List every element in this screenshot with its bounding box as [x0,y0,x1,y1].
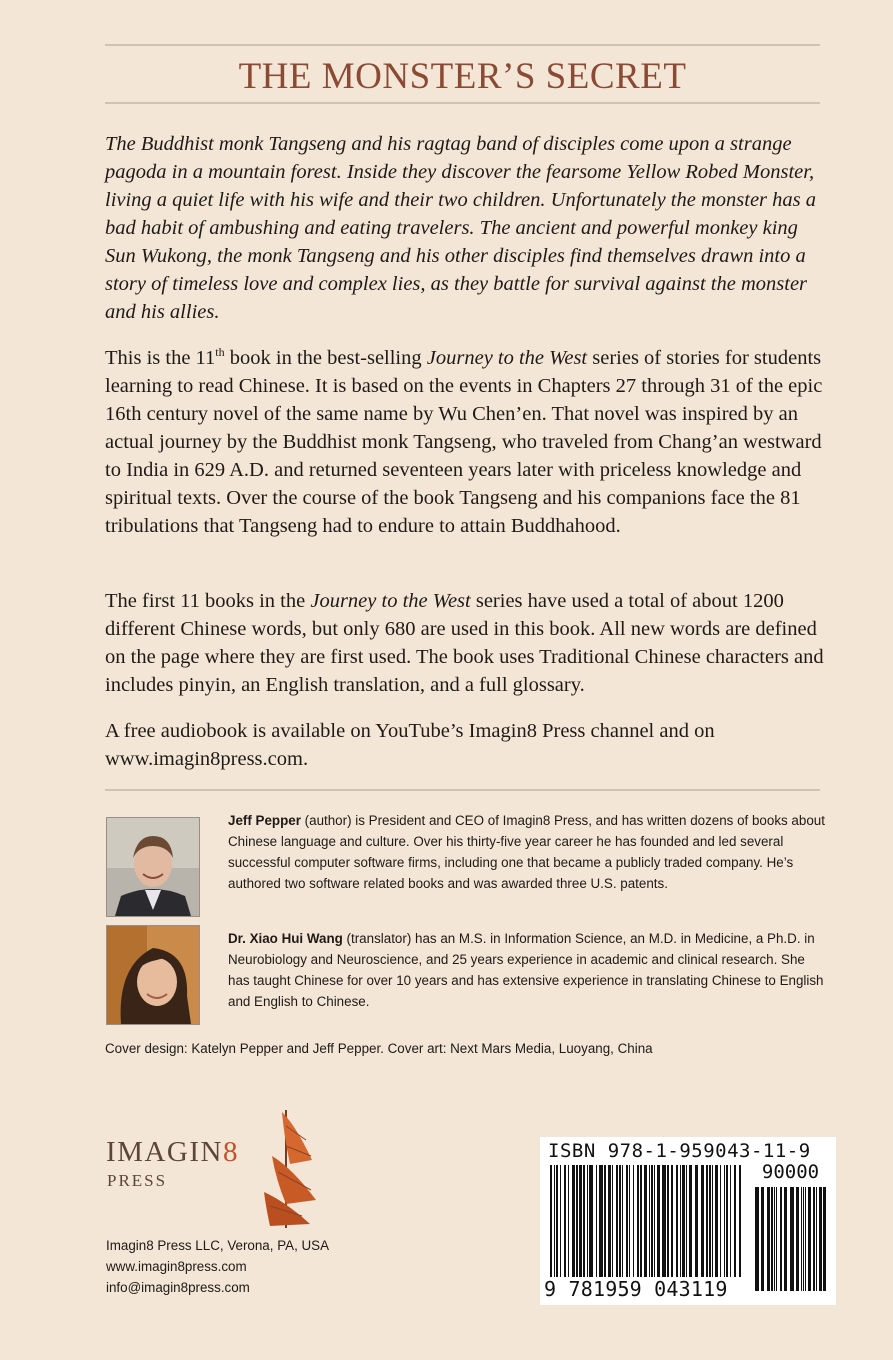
barcode-bar [654,1165,655,1277]
isbn-label: ISBN 978-1-959043-11-9 [548,1140,811,1162]
p2-text-c: series of stories for students learning to read Chinese. It is based on the events in Chapters 27 through 31 of the epic 16th century novel of the same name by Wu Chen’en. That novel was inspired by an actual journey by the Buddhist monk Tangseng, who traveled from Chang’an westward to India in 629 A.D. and returned seventeen years later with priceless knowledge and spiritual texts. Over the course of the book Tangseng and his companions face the 81 tribulations that Tangseng had to endure to attain Buddhahood. [105,347,823,537]
barcode-bar [816,1187,817,1291]
title-rule [105,102,820,104]
barcode-bar [629,1165,630,1277]
barcode-bar [649,1165,650,1277]
barcode-bar [587,1165,588,1277]
p3-series-title: Journey to the West [310,590,471,612]
barcode-bar [682,1165,685,1277]
p2-text-b: book in the best-selling [224,347,427,369]
logo-word: IMAGIN [106,1136,223,1168]
barcode-bar [640,1165,642,1277]
p2-superscript: th [215,345,225,360]
author-photo [106,817,200,917]
author-name: Jeff Pepper [228,813,301,828]
barcode-bar [612,1165,613,1277]
isbn-barcode [540,1137,836,1305]
barcode-bar [626,1165,628,1277]
barcode-bar [709,1165,711,1277]
barcode-bar [568,1165,569,1277]
barcode-bar [619,1165,621,1277]
barcode-bar [805,1187,806,1291]
series-paragraph [105,344,825,540]
barcode-bar [662,1165,666,1277]
p2-series-title: Journey to the West [426,347,588,369]
barcode-bar [755,1187,759,1291]
barcode-bar [667,1165,669,1277]
barcode-bar [730,1165,731,1277]
barcode-bar [657,1165,660,1277]
logo-digit: 8 [222,1136,239,1168]
barcode-bar [726,1165,728,1277]
junk-ship-icon [256,1106,318,1228]
author-bio-text: (author) is President and CEO of Imagin8 Press, and has written dozens of books about Chinese language and culture. Over his thirty-five year career he has founded and led several successful computer software firms, including one that became a publicly traded company. He’s authored two software related books and was awarded three U.S. patents. [228,813,825,891]
barcode-bar [801,1187,802,1291]
price-addon-number: 90000 [761,1161,820,1183]
barcode-bar [790,1187,794,1291]
barcode-bar [739,1165,741,1277]
barcode-bar [734,1165,736,1277]
barcode-bar [599,1165,603,1277]
publisher-contact [106,1235,329,1298]
top-rule [105,44,820,46]
publisher-email: info@imagin8press.com [106,1280,250,1295]
barcode-bar [803,1187,804,1291]
barcode-bar [608,1165,611,1277]
barcode-bar [712,1165,713,1277]
barcode-bar [560,1165,561,1277]
barcode-bar [579,1165,582,1277]
barcode-bar [680,1165,681,1277]
translator-photo [106,925,200,1025]
barcode-bar [576,1165,578,1277]
barcode-bar [776,1187,777,1291]
publisher-website: www.imagin8press.com [106,1259,247,1274]
translator-name: Dr. Xiao Hui Wang [228,931,343,946]
barcode-bar [583,1165,585,1277]
addon-barcode-bars [753,1187,828,1299]
barcode-bar [596,1165,597,1277]
barcode-bar [695,1165,698,1277]
vocabulary-paragraph [105,587,825,699]
publisher-logo-press: PRESS [107,1171,168,1190]
barcode-bar [761,1187,764,1291]
p2-text-a: This is the 11 [105,347,216,369]
cover-credits: Cover design: Katelyn Pepper and Jeff Pepper. Cover art: Next Mars Media, Luoyang, China [105,1041,653,1056]
barcode-bar [771,1187,773,1291]
publisher-address: Imagin8 Press LLC, Verona, PA, USA [106,1238,330,1253]
barcode-bar [706,1165,708,1277]
barcode-bar [622,1165,623,1277]
barcode-bar [589,1165,593,1277]
barcode-bar [796,1187,799,1291]
barcode-bar [784,1187,787,1291]
translator-bio [228,928,828,1012]
author-bio [228,810,828,894]
barcode-bar [671,1165,673,1277]
book-title: THE MONSTER’S SECRET [238,56,687,97]
barcode-bar [554,1165,555,1277]
barcode-bar [637,1165,639,1277]
barcode-bar [686,1165,687,1277]
barcode-bar [550,1165,552,1277]
barcode-bar [689,1165,692,1277]
barcode-bar [644,1165,647,1277]
barcode-bar [604,1165,606,1277]
ean-digits: 9 781959 043119 [544,1277,728,1301]
barcode-bar [651,1165,653,1277]
p3-text-b: series have used a total of about 1200 different Chinese words, but only 680 are used in this book. All new words are defined on the page where they are first used. The book uses Traditional Chinese characters and includes pinyin, an English translation, and a full glossary. [105,590,824,696]
barcode-bar [724,1165,725,1277]
barcode-bar [720,1165,721,1277]
blurb-paragraph: The Buddhist monk Tangseng and his ragtag band of disciples come upon a strange pagoda in a mountain forest. Inside they discover the fearsome Yellow Robed Monster, living a quiet life with his wife and their two children. Unfortunately the monster has a bad habit of ambushing and eating travelers. The ancient and powerful monkey king Sun Wukong, the monk Tangseng and his other disciples find themselves drawn into a story of timeless love and complex lies, as they battle for survival against the monster and his allies. [105,133,816,323]
translator-bio-text: (translator) has an M.S. in Information Science, an M.D. in Medicine, a Ph.D. in Neurobiology and Neuroscience, and 25 years experience in academic and clinical research. She has taught Chinese for over 10 years and has extensive experience in translating Chinese to English and English to Chinese. [228,931,824,1009]
p3-text-a: The first 11 books in the [105,590,311,612]
barcode-bar [556,1165,558,1277]
barcode-bar [572,1165,575,1277]
barcode-bar [819,1187,822,1291]
ean-barcode-bars [548,1165,746,1283]
barcode-bar [701,1165,704,1277]
bio-rule [105,789,820,791]
barcode-bar [808,1187,811,1291]
audiobook-paragraph: A free audiobook is available on YouTube’s Imagin8 Press channel and on www.imagin8press.com. [105,720,715,770]
barcode-bar [813,1187,815,1291]
barcode-bar [715,1165,718,1277]
barcode-bar [616,1165,618,1277]
barcode-bar [767,1187,770,1291]
barcode-bar [823,1187,826,1291]
barcode-bar [676,1165,678,1277]
barcode-bar [774,1187,775,1291]
barcode-bar [633,1165,634,1277]
barcode-bar [564,1165,566,1277]
publisher-logo-wordmark [106,1136,239,1169]
barcode-bar [780,1187,782,1291]
